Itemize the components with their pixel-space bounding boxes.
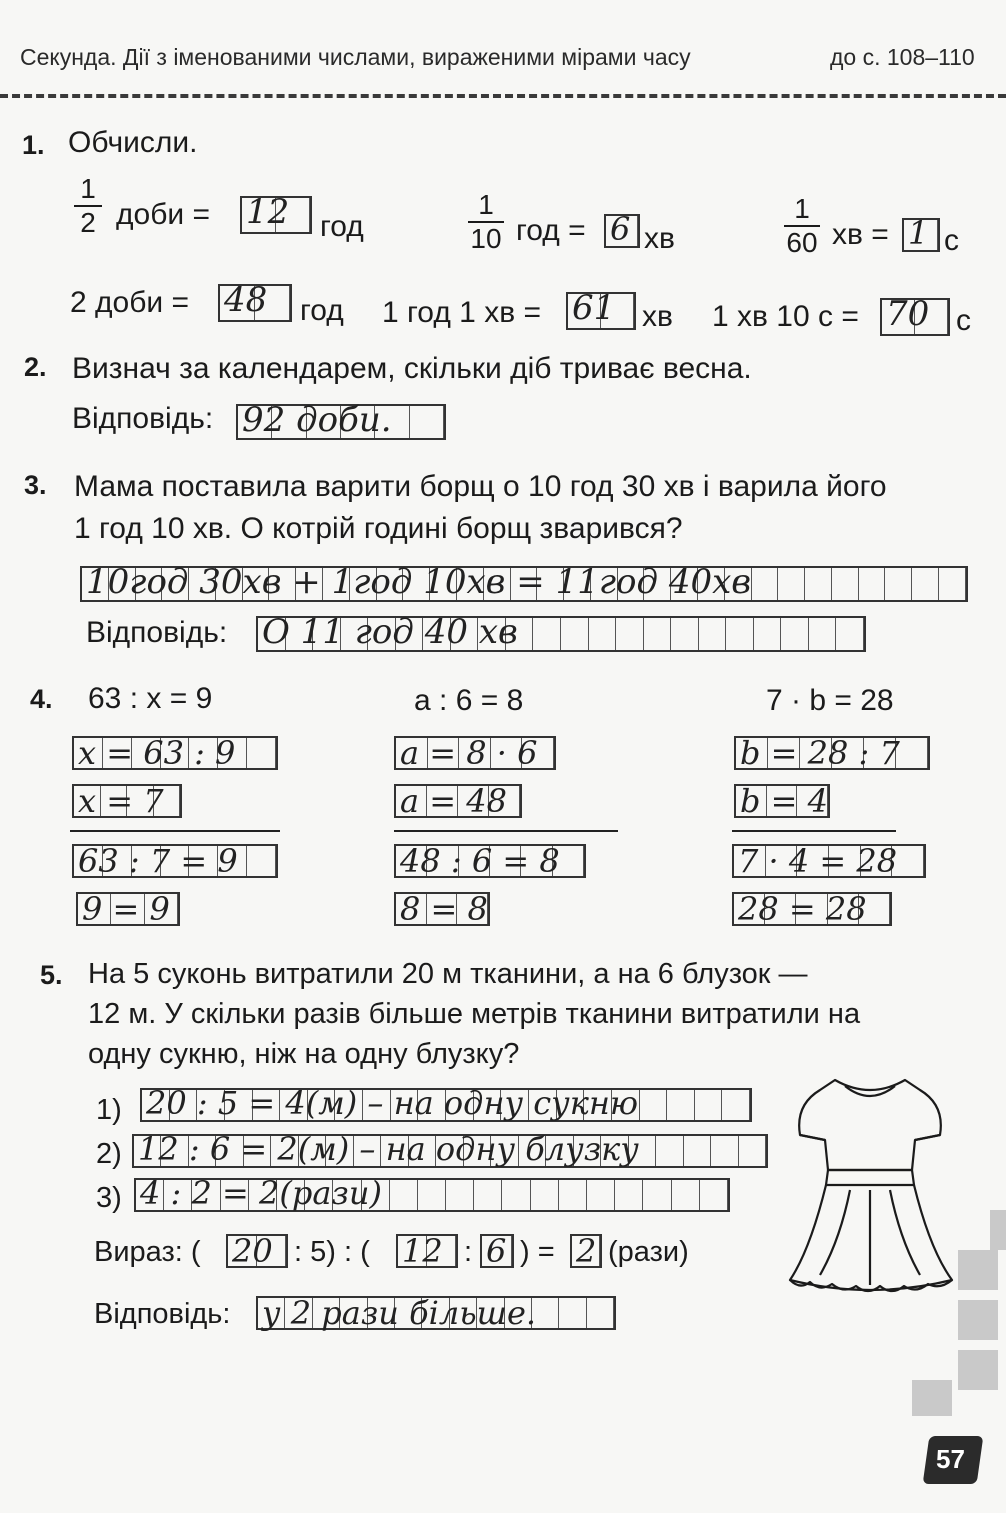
task2-text: Визнач за календарем, скільки діб триває весна. xyxy=(72,352,752,385)
task3-line2: 1 год 10 хв. О котрій годині борщ зварився? xyxy=(74,512,683,545)
task5-expr-b: : 5) : ( xyxy=(294,1236,370,1268)
task1-number: 1. xyxy=(22,130,45,160)
task3-line1: Мама поставила варити борщ о 10 год 30 хв і варила його xyxy=(74,470,887,503)
task3-answer-label: Відповідь: xyxy=(86,616,228,649)
task1-r1-unit-2: год = xyxy=(516,214,586,247)
task4-eq3-title: 7 · b = 28 xyxy=(766,684,894,717)
task1-r2-result-unit-1: год xyxy=(300,294,344,327)
task4-eq3-check2[interactable]: 28 = 28 xyxy=(732,892,892,926)
task4-eq2-title: a : 6 = 8 xyxy=(414,684,524,717)
task5-expr-box-g[interactable]: 2 xyxy=(570,1234,602,1268)
task1-r2-answer-1[interactable]: 48 xyxy=(218,284,292,322)
task3-solution-box[interactable]: 10год 30хв + 1год 10хв = 11год 40хв xyxy=(80,566,968,602)
task5-expr-label: Вираз: ( xyxy=(94,1236,201,1268)
task1-r2-left-3: 1 хв 10 с = xyxy=(712,300,859,333)
task1-r2-result-unit-3: с xyxy=(956,304,971,337)
task3-number: 3. xyxy=(24,470,47,500)
dashed-divider xyxy=(0,94,1006,98)
task4-eq3-step1[interactable]: b = 28 : 7 xyxy=(734,736,930,770)
task3-answer-box[interactable]: О 11 год 40 хв xyxy=(256,616,866,652)
decor-square xyxy=(990,1210,1006,1250)
page-number: 57 xyxy=(936,1444,965,1474)
task5-answer-box[interactable]: у 2 рази більше. xyxy=(256,1296,616,1330)
task1-frac-1: 1 2 xyxy=(74,174,102,238)
decor-square xyxy=(958,1250,998,1290)
task4-eq1-step1[interactable]: x = 63 : 9 xyxy=(72,736,278,770)
task1-r1-answer-2[interactable]: 6 xyxy=(604,214,640,248)
task5-answer-label: Відповідь: xyxy=(94,1298,231,1330)
task5-expr-f: ) = xyxy=(520,1236,555,1268)
task1-r2-result-unit-2: хв xyxy=(642,300,673,333)
task1-r1-result-unit-3: с xyxy=(944,224,959,257)
decor-square xyxy=(958,1350,998,1390)
task1-r2-answer-3[interactable]: 70 xyxy=(880,298,950,336)
task5-expr-box-a[interactable]: 20 xyxy=(226,1234,288,1268)
decor-square xyxy=(912,1380,952,1416)
task4-number: 4. xyxy=(30,684,53,714)
task4-eq3-divider xyxy=(732,830,896,832)
task1-r1-unit-1: доби = xyxy=(116,198,210,231)
task1-frac-3: 1 60 xyxy=(784,194,820,258)
header-title: Секунда. Дії з іменованими числами, вираженими мірами часу xyxy=(20,44,691,70)
task5-step2-box[interactable]: 12 : 6 = 2(м) – на одну блузку xyxy=(132,1134,768,1168)
task2-number: 2. xyxy=(24,352,47,382)
task5-expr-d: : xyxy=(464,1236,473,1268)
task4-eq2-step2[interactable]: a = 48 xyxy=(394,784,522,818)
task5-expr-box-c[interactable]: 12 xyxy=(396,1234,458,1268)
task4-eq1-check2[interactable]: 9 = 9 xyxy=(76,892,180,926)
task1-frac-2: 1 10 xyxy=(468,190,504,254)
task4-eq3-check1[interactable]: 7 · 4 = 28 xyxy=(732,844,926,878)
task5-line1: На 5 суконь витратили 20 м тканини, а на 6 блузок — xyxy=(88,958,808,990)
task4-eq2-check1[interactable]: 48 : 6 = 8 xyxy=(394,844,586,878)
task5-step1-box[interactable]: 20 : 5 = 4(м) – на одну сукню xyxy=(140,1088,752,1122)
task5-step3-box[interactable]: 4 : 2 = 2(рази) xyxy=(134,1178,730,1212)
task1-r2-left-2: 1 год 1 хв = xyxy=(382,296,541,329)
task1-r1-answer-3[interactable]: 1 xyxy=(902,218,940,252)
task5-expr-h: (рази) xyxy=(608,1236,689,1268)
task5-expr-box-e[interactable]: 6 xyxy=(480,1234,514,1268)
task4-eq2-divider xyxy=(394,830,618,832)
decor-square xyxy=(958,1300,998,1340)
task2-answer-box[interactable]: 92 доби. xyxy=(236,404,446,440)
dress-icon xyxy=(780,1060,960,1310)
task1-r1-result-unit-1: год xyxy=(320,210,364,243)
task4-eq3-step2[interactable]: b = 4 xyxy=(734,784,830,818)
task4-eq2-check2[interactable]: 8 = 8 xyxy=(394,892,490,926)
task1-r2-left-1: 2 доби = xyxy=(70,286,190,319)
task5-step3-label: 3) xyxy=(96,1182,122,1214)
task4-eq1-divider xyxy=(70,830,280,832)
task5-line2: 12 м. У скільки разів більше метрів тканини витратили на xyxy=(88,998,861,1030)
task4-eq1-title: 63 : x = 9 xyxy=(88,682,213,715)
task5-step2-label: 2) xyxy=(96,1138,122,1170)
task5-number: 5. xyxy=(40,960,63,990)
task4-eq2-step1[interactable]: a = 8 · 6 xyxy=(394,736,556,770)
task1-text: Обчисли. xyxy=(68,126,198,159)
task5-step1-label: 1) xyxy=(96,1094,122,1126)
task4-eq1-step2[interactable]: x = 7 xyxy=(72,784,182,818)
header-pages: до с. 108–110 xyxy=(830,44,975,70)
task1-r1-unit-3: хв = xyxy=(832,218,889,251)
task5-line3: одну сукню, ніж на одну блузку? xyxy=(88,1038,520,1070)
task2-answer-label: Відповідь: xyxy=(72,402,214,435)
task4-eq1-check1[interactable]: 63 : 7 = 9 xyxy=(72,844,278,878)
task1-r2-answer-2[interactable]: 61 xyxy=(566,292,636,330)
task1-r1-result-unit-2: хв xyxy=(644,222,675,255)
task1-r1-answer-1[interactable]: 12 xyxy=(240,196,312,234)
